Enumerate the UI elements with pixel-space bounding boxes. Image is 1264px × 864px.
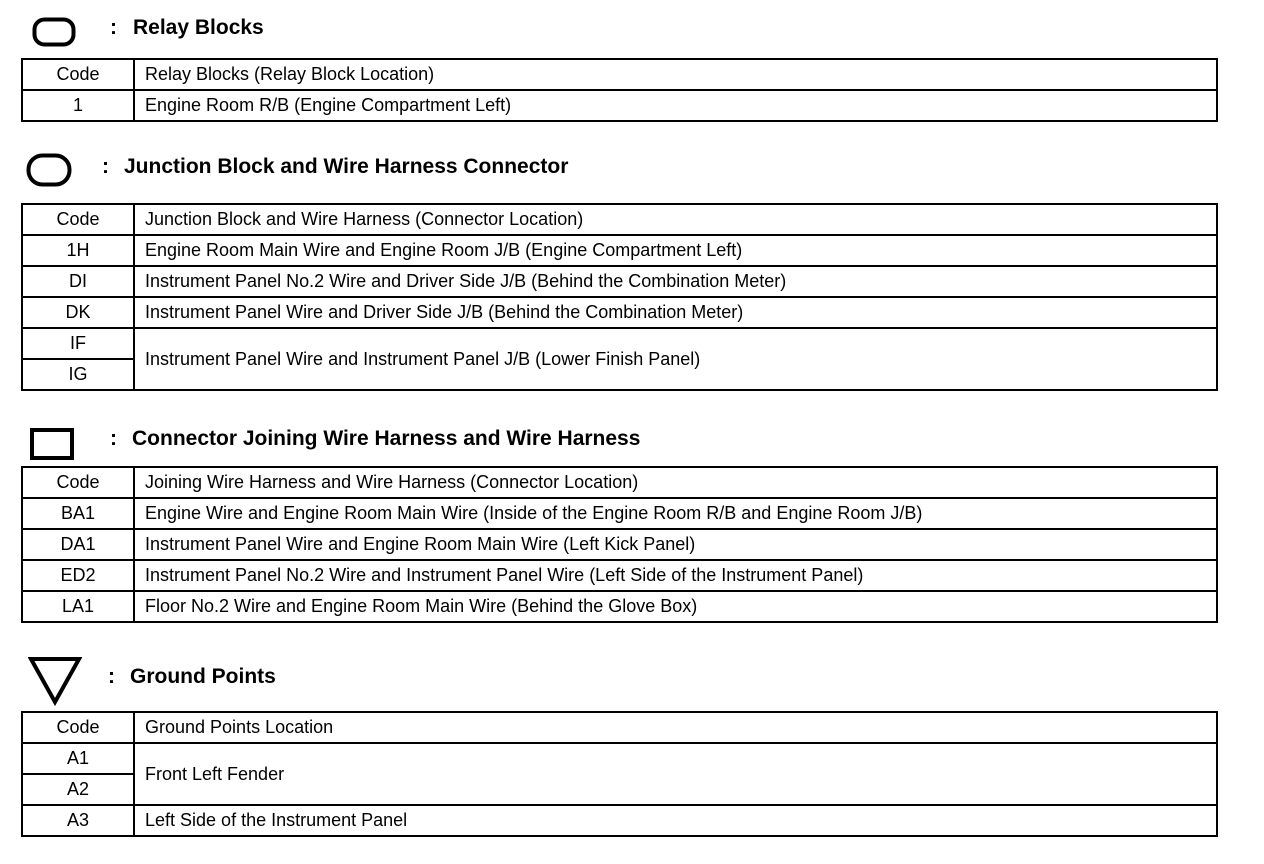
code-header: Code <box>22 467 134 498</box>
section-colon: : <box>102 155 109 178</box>
table-row <box>22 297 1217 328</box>
code-cell: DK <box>22 297 134 328</box>
code-header: Code <box>22 204 134 235</box>
location-header: Junction Block and Wire Harness (Connector Location) <box>134 204 1217 235</box>
code-cell: DI <box>22 266 134 297</box>
location-cell: Instrument Panel No.2 Wire and Instrument Panel Wire (Left Side of the Instrument Panel) <box>134 560 1217 591</box>
section-title: Ground Points <box>130 665 276 688</box>
table-row <box>22 591 1217 622</box>
location-cell: Instrument Panel Wire and Driver Side J/B (Behind the Combination Meter) <box>134 297 1217 328</box>
table-row <box>22 266 1217 297</box>
section-colon: : <box>108 665 115 688</box>
table-row <box>22 529 1217 560</box>
code-cell: 1H <box>22 235 134 266</box>
section-title: Connector Joining Wire Harness and Wire Harness <box>132 427 641 450</box>
code-cell: DA1 <box>22 529 134 560</box>
table-header-row <box>22 712 1217 743</box>
rounded-rect-icon <box>32 17 76 47</box>
location-cell: Left Side of the Instrument Panel <box>134 805 1217 836</box>
oval-icon <box>26 153 72 187</box>
location-cell: Engine Wire and Engine Room Main Wire (Inside of the Engine Room R/B and Engine Room J/B) <box>134 498 1217 529</box>
table-row <box>22 328 1217 359</box>
code-header: Code <box>22 59 134 90</box>
table-row <box>22 560 1217 591</box>
code-cell: IF <box>22 328 134 359</box>
section-colon: : <box>110 427 117 450</box>
location-header: Ground Points Location <box>134 712 1217 743</box>
connector-joining-table <box>21 466 1218 623</box>
location-cell: Front Left Fender <box>134 743 1217 805</box>
code-cell: BA1 <box>22 498 134 529</box>
relay-blocks-table <box>21 58 1218 122</box>
section-title: Junction Block and Wire Harness Connector <box>124 155 569 178</box>
section-colon: : <box>110 16 117 39</box>
location-cell: Instrument Panel No.2 Wire and Driver Side J/B (Behind the Combination Meter) <box>134 266 1217 297</box>
code-cell: A1 <box>22 743 134 774</box>
location-cell: Instrument Panel Wire and Instrument Panel J/B (Lower Finish Panel) <box>134 328 1217 390</box>
location-header: Relay Blocks (Relay Block Location) <box>134 59 1217 90</box>
code-cell: A2 <box>22 774 134 805</box>
junction-block-table <box>21 203 1218 391</box>
triangle-down-icon <box>28 656 82 706</box>
location-cell: Floor No.2 Wire and Engine Room Main Wire (Behind the Glove Box) <box>134 591 1217 622</box>
table-header-row <box>22 59 1217 90</box>
table-row <box>22 805 1217 836</box>
location-header: Joining Wire Harness and Wire Harness (Connector Location) <box>134 467 1217 498</box>
code-cell: A3 <box>22 805 134 836</box>
table-row <box>22 743 1217 774</box>
table-header-row <box>22 467 1217 498</box>
code-cell: 1 <box>22 90 134 121</box>
table-header-row <box>22 204 1217 235</box>
square-icon <box>30 428 74 460</box>
location-cell: Engine Room R/B (Engine Compartment Left) <box>134 90 1217 121</box>
code-header: Code <box>22 712 134 743</box>
ground-points-table <box>21 711 1218 837</box>
table-row <box>22 235 1217 266</box>
location-cell: Engine Room Main Wire and Engine Room J/B (Engine Compartment Left) <box>134 235 1217 266</box>
location-cell: Instrument Panel Wire and Engine Room Main Wire (Left Kick Panel) <box>134 529 1217 560</box>
code-cell: LA1 <box>22 591 134 622</box>
table-row <box>22 498 1217 529</box>
table-row <box>22 90 1217 121</box>
code-cell: ED2 <box>22 560 134 591</box>
code-cell: IG <box>22 359 134 390</box>
section-title: Relay Blocks <box>133 16 264 39</box>
